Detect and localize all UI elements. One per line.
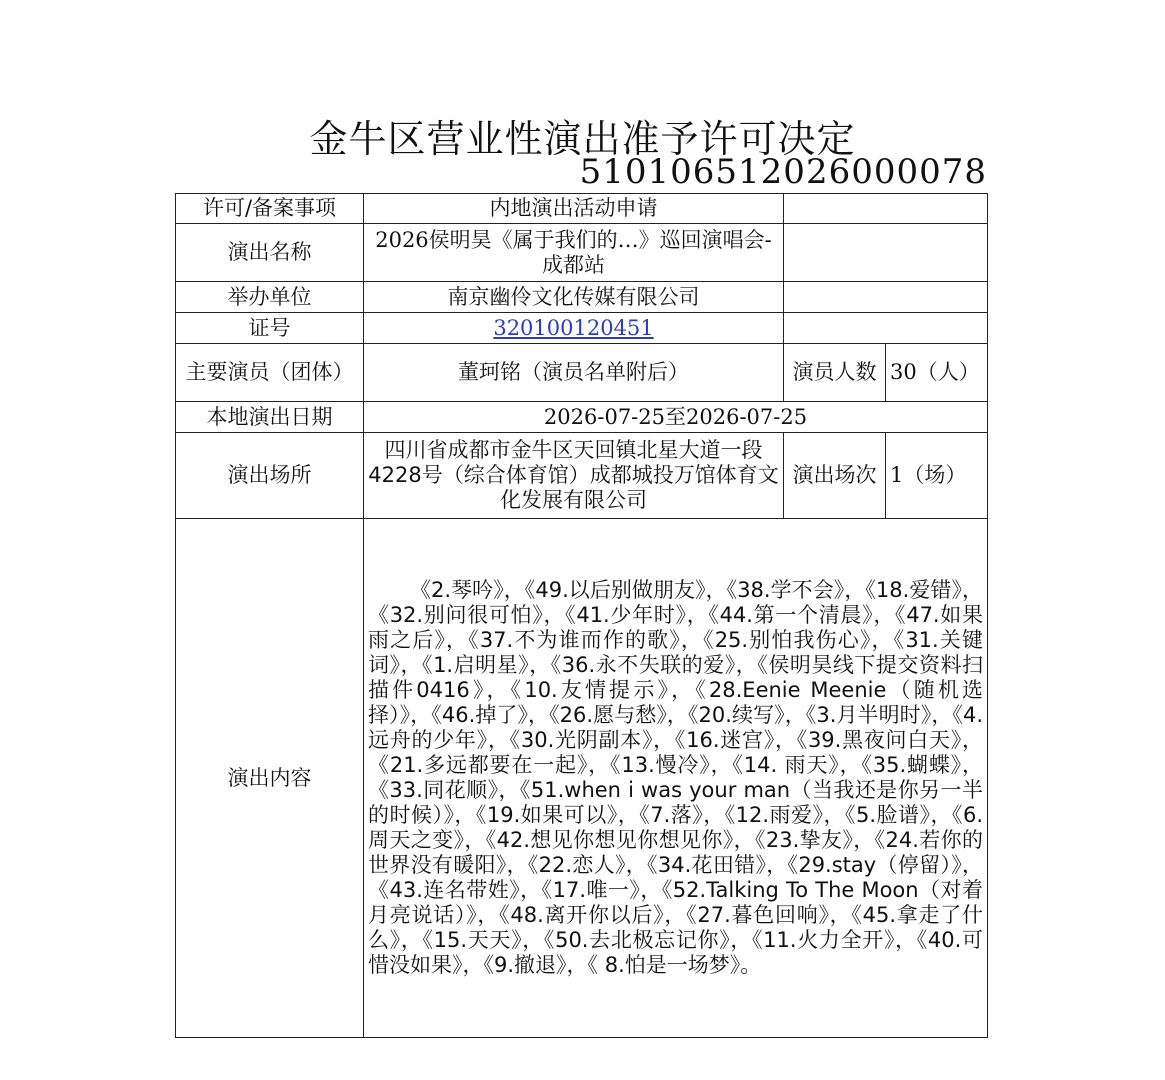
- item-value: 内地演出活动申请: [364, 194, 784, 224]
- row-content: [176, 519, 988, 1038]
- content-label: 演出内容: [176, 519, 364, 1038]
- performer-count-value: 30（人）: [886, 344, 988, 402]
- item-label: 许可/备案事项: [176, 194, 364, 224]
- row-organizer: [176, 282, 988, 313]
- venue-sessions-value: 1（场）: [886, 433, 988, 519]
- license-empty-cell: [784, 313, 988, 344]
- permit-table: [175, 193, 988, 1038]
- row-performer: [176, 344, 988, 402]
- venue-sessions-label: 演出场次: [784, 433, 886, 519]
- row-license: [176, 313, 988, 344]
- row-item: [176, 194, 988, 224]
- date-label: 本地演出日期: [176, 402, 364, 433]
- venue-value: 四川省成都市金牛区天回镇北星大道一段4228号（综合体育馆）成都城投万馆体育文化发展有限公司: [364, 433, 784, 519]
- date-value: 2026-07-25至2026-07-25: [364, 402, 988, 433]
- content-value: 《2.琴吟》，《49.以后别做朋友》，《38.学不会》，《18.爱错》，《32.别问很可怕》，《41.少年时》，《44.第一个清晨》，《47.如果雨之后》，《37.不为谁而作的歌》，《25.别怕我伤心》，《31.关键词》，《1.启明星》，《36.永不失联的爱》，《侯明昊线下提交资料扫描件0416》，《10.友情提示》，《28.Eenie Meenie（随机选择）》，《46.掉了》，《26.愿与愁》，《20.续写》，《3.月半明时》，《4.远舟的少年》，《30.光阴副本》，《16.迷宫》，《39.黑夜问白天》，《21.多远都要在一起》，《13.慢冷》，《14. 雨天》，《35.蝴蝶》，《33.同花顺》，《51.when i was your man（当我还是你另一半的时候）》，《19.如果可以》，《7.落》，《12.雨爱》，《5.脸谱》，《6.周天之变》，《42.想见你想见你想见你》，《23.挚友》，《24.若你的世界没有暖阳》，《22.恋人》，《34.花田错》，《29.stay（停留）》，《43.连名带姓》，《17.唯一》，《52.Talking To The Moon（对着月亮说话）》，《48.离开你以后》，《27.暮色回响》，《45.拿走了什么》，《15.天天》，《50.去北极忘记你》，《11.火力全开》，《40.可惜没如果》，《9.撤退》，《 8.怕是一场梦》。: [364, 519, 988, 1038]
- license-label: 证号: [176, 313, 364, 344]
- name-empty-cell: [784, 224, 988, 282]
- license-link[interactable]: 320100120451: [493, 315, 654, 340]
- row-date: [176, 402, 988, 433]
- row-name: [176, 224, 988, 282]
- performer-count-label: 演员人数: [784, 344, 886, 402]
- document-number: 510106512026000078: [579, 152, 987, 192]
- organizer-label: 举办单位: [176, 282, 364, 313]
- performer-value: 董珂铭（演员名单附后）: [364, 344, 784, 402]
- organizer-empty-cell: [784, 282, 988, 313]
- row-venue: [176, 433, 988, 519]
- name-value: 2026侯明昊《属于我们的…》巡回演唱会-成都站: [364, 224, 784, 282]
- performer-label: 主要演员（团体）: [176, 344, 364, 402]
- name-label: 演出名称: [176, 224, 364, 282]
- item-empty-cell: [784, 194, 988, 224]
- organizer-value: 南京幽伶文化传媒有限公司: [364, 282, 784, 313]
- document-title: 金牛区营业性演出准予许可决定: [309, 117, 856, 161]
- venue-label: 演出场所: [176, 433, 364, 519]
